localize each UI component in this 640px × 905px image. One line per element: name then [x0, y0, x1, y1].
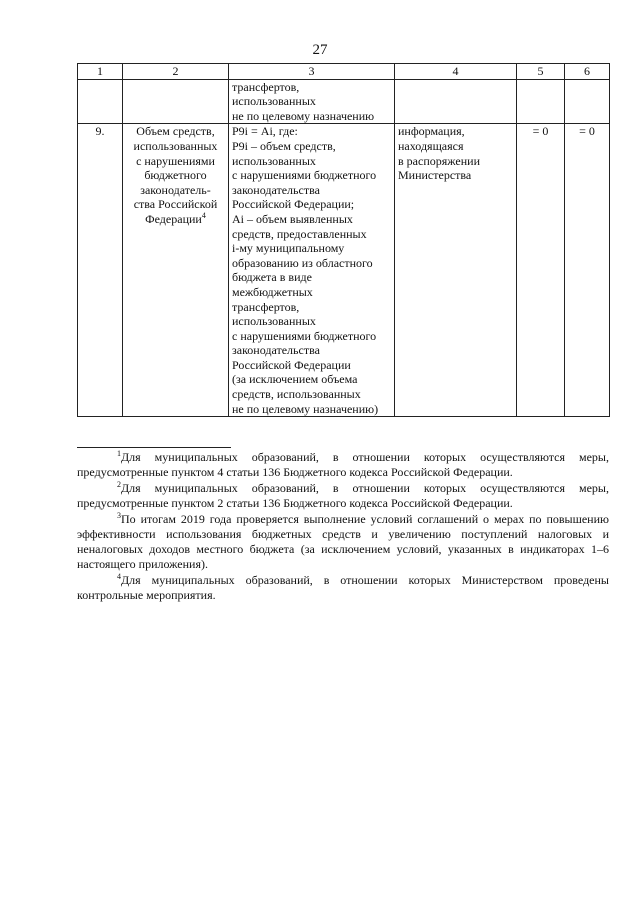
- header-cell-5: 5: [517, 64, 565, 80]
- indicators-table: [77, 63, 610, 417]
- footnote-separator: [77, 447, 231, 448]
- value-cell-5: = 0: [517, 124, 565, 417]
- footnote-ref-4: 4: [201, 210, 206, 220]
- row-number: 9.: [78, 124, 123, 417]
- footnote-2: $^2$Для муниципальных образований, в отношении которых осуществляются меры, предусмотренные пунктом 2 статьи 136 Бюджетного кодекса Российской Федерации.: [77, 480, 609, 510]
- header-cell-3: 3: [229, 64, 395, 80]
- footnotes: [77, 450, 609, 603]
- page-number: 27: [312, 42, 328, 58]
- header-cell-2: 2: [123, 64, 229, 80]
- header-cell-4: 4: [395, 64, 517, 80]
- source-cell: информация, находящаяся в распоряжении Министерства: [395, 124, 517, 417]
- header-cell-1: 1: [78, 64, 123, 80]
- continuation-row: [78, 79, 610, 124]
- header-cell-6: 6: [565, 64, 610, 80]
- footnote-3: $^3$По итогам 2019 года проверяется выполнение условий соглашений о мерах по повышению эффективности использования бюджетных средств и увеличению поступлений налоговых и неналоговых доходов местного бюджета (за исключением условий, указанных в индикаторах 1–6 настоящего приложения).: [77, 511, 609, 571]
- continuation-formula-cell: трансфертов, использованных не по целевому назначению: [229, 79, 395, 124]
- formula-cell: Р9i = Аi, где: Р9i – объем средств, использованных с нарушениями бюджетного законодательства Российской Федерации; Аi – объем выявленных средств, предоставленных i-му муниципальному образованию из областного бюджета в виде межбюджетных трансфертов, использованных с нарушениями бюджетного законодательства Российской Федерации (за исключением объема средств, использованных не по целевому назначению): [229, 124, 395, 417]
- footnote-4: $^4$Для муниципальных образований, в отношении которых Министерством проведены контрольные мероприятия.: [77, 572, 609, 602]
- value-cell-6: = 0: [565, 124, 610, 417]
- table-row-9: [78, 124, 610, 417]
- table-header-row: [78, 64, 610, 80]
- footnote-1: $^1$Для муниципальных образований, в отношении которых осуществляются меры, предусмотренные пунктом 4 статьи 136 Бюджетного кодекса Российской Федерации.: [77, 449, 609, 479]
- indicator-name-cell: Объем средств, использованных с нарушениями бюджетного законодатель- ства Российской Федерации$^4$: [123, 124, 229, 417]
